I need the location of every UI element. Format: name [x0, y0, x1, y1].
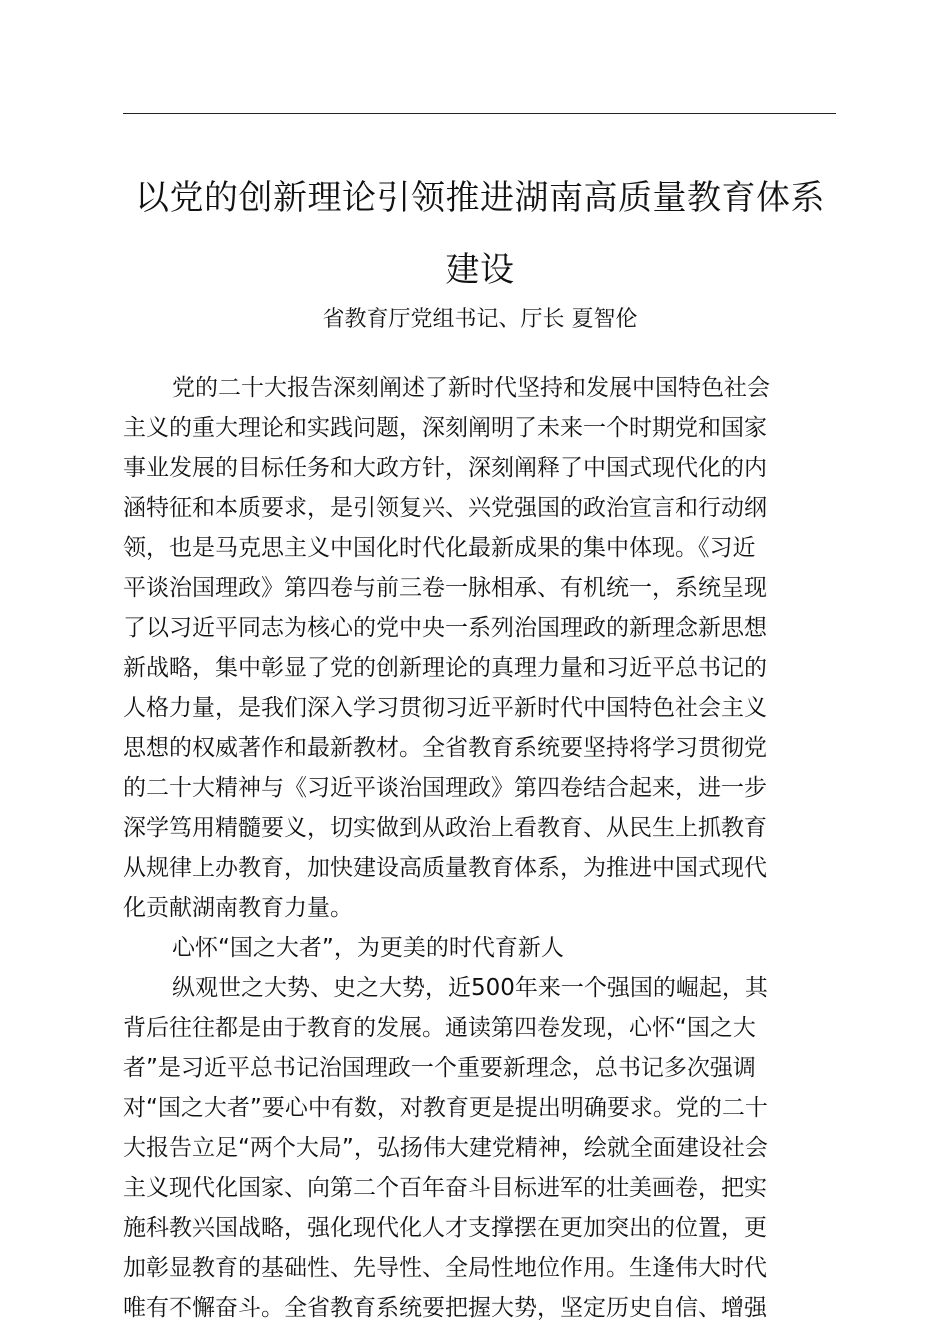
paragraph-line: 者”是习近平总书记治国理政一个重要新理念，总书记多次强调	[123, 1055, 756, 1081]
paragraph-line: 对“国之大者”要心中有数，对教育更是提出明确要求。党的二十	[123, 1095, 768, 1121]
paragraph-line: 纵观世之大势、史之大势，近500年来一个强国的崛起，其	[172, 975, 768, 1001]
paragraph-line: 人格力量，是我们深入学习贯彻习近平新时代中国特色社会主义	[123, 695, 767, 721]
document-title: 以党的创新理论引领推进湖南高质量教育体系	[135, 178, 825, 218]
paragraph-line: 施科教兴国战略，强化现代化人才支撑摆在更加突出的位置，更	[123, 1215, 767, 1241]
paragraph-line: 唯有不懈奋斗。全省教育系统要把握大势，坚定历史自信、增强	[123, 1295, 767, 1321]
paragraph-line: 领，也是马克思主义中国化时代化最新成果的集中体现。《习近	[123, 535, 756, 561]
paragraph-line: 深学笃用精髓要义，切实做到从政治上看教育、从民生上抓教育	[123, 815, 767, 841]
paragraph-line: 加彰显教育的基础性、先导性、全局性地位作用。生逢伟大时代	[123, 1255, 767, 1281]
paragraph-line: 平谈治国理政》第四卷与前三卷一脉相承、有机统一，系统呈现	[123, 575, 767, 601]
paragraph-line: 事业发展的目标任务和大政方针，深刻阐释了中国式现代化的内	[123, 455, 767, 481]
section-heading: 心怀“国之大者”，为更美的时代育新人	[172, 935, 564, 961]
paragraph-line: 从规律上办教育，加快建设高质量教育体系，为推进中国式现代	[123, 855, 767, 881]
paragraph-line: 主义现代化国家、向第二个百年奋斗目标进军的壮美画卷，把实	[123, 1175, 767, 1201]
paragraph-line: 的二十大精神与《习近平谈治国理政》第四卷结合起来，进一步	[123, 775, 767, 801]
paragraph-line: 了以习近平同志为核心的党中央一系列治国理政的新理念新思想	[123, 615, 767, 641]
paragraph-line: 主义的重大理论和实践问题，深刻阐明了未来一个时期党和国家	[123, 415, 767, 441]
paragraph-line: 化贡献湖南教育力量。	[123, 895, 353, 921]
paragraph-line: 大报告立足“两个大局”，弘扬伟大建党精神，绘就全面建设社会	[123, 1135, 768, 1161]
paragraph-line: 涵特征和本质要求，是引领复兴、兴党强国的政治宣言和行动纲	[123, 495, 767, 521]
header-rule	[123, 113, 836, 114]
document-title-continued: 建设	[445, 250, 515, 290]
paragraph-line: 党的二十大报告深刻阐述了新时代坚持和发展中国特色社会	[172, 375, 770, 401]
paragraph-line: 背后往往都是由于教育的发展。通读第四卷发现，心怀“国之大	[123, 1015, 756, 1041]
paragraph-line: 思想的权威著作和最新教材。全省教育系统要坚持将学习贯彻党	[123, 735, 767, 761]
author-byline: 省教育厅党组书记、厅长 夏智伦	[322, 307, 638, 332]
paragraph-line: 新战略，集中彰显了党的创新理论的真理力量和习近平总书记的	[123, 655, 767, 681]
